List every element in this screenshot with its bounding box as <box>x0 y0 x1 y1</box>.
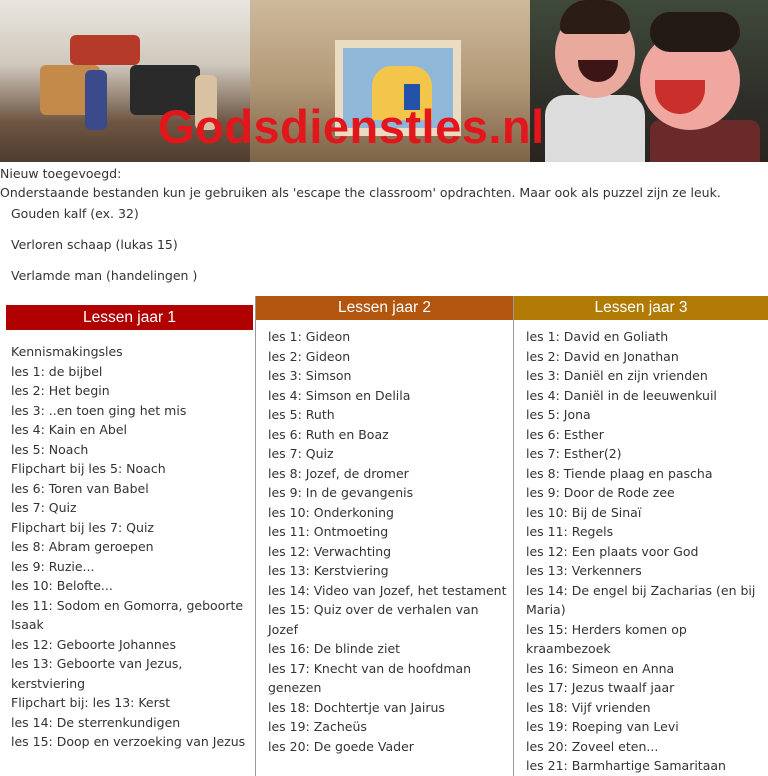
lesson-link[interactable]: les 21: Barmhartige Samaritaan <box>526 758 726 773</box>
lesson-link[interactable]: les 10: Belofte... <box>11 578 113 593</box>
lesson-link[interactable]: les 10: Onderkoning <box>268 504 394 520</box>
lesson-link[interactable]: les 20: De goede Vader <box>268 738 414 754</box>
lesson-link[interactable]: les 5: Jona <box>526 407 591 422</box>
lesson-link[interactable]: les 15: Doop en verzoeking van Jezus <box>11 734 246 749</box>
lesson-link[interactable]: les 4: Simson en Delila <box>268 387 411 403</box>
lesson-link[interactable]: les 14: De engel bij Zacharias (en bij Maria) <box>526 582 756 617</box>
lesson-link[interactable]: les 19: Zacheüs <box>268 719 367 734</box>
lesson-link[interactable]: les 17: Jezus twaalf jaar <box>526 680 675 695</box>
link-verloren-schaap[interactable]: Verloren schaap (lukas 15) <box>11 237 178 252</box>
lesson-link[interactable]: les 2: Gideon <box>268 348 351 364</box>
link-gouden-kalf[interactable]: Gouden kalf (ex. 32) <box>11 206 139 221</box>
escape-links <box>0 204 768 297</box>
header-banner <box>0 0 768 162</box>
lesson-link[interactable]: les 7: Esther(2) <box>526 446 622 461</box>
lessons-columns <box>0 296 768 776</box>
lesson-link[interactable]: les 13: Kerstviering <box>268 563 389 578</box>
puppet-right-hair <box>650 12 740 52</box>
column-year-1 <box>6 296 253 776</box>
lesson-link[interactable]: les 13: Geboorte van Jezus, kerstviering <box>11 656 183 691</box>
lesson-link[interactable]: les 8: Tiende plaag en pascha <box>526 465 713 481</box>
lesson-link[interactable]: les 17: Knecht van de hoofdman genezen <box>268 660 472 695</box>
lesson-link[interactable]: les 14: De sterrenkundigen <box>11 714 181 730</box>
lesson-link[interactable]: les 6: Esther <box>526 426 604 442</box>
lesson-link[interactable]: les 18: Vijf vrienden <box>526 699 651 715</box>
lesson-list <box>514 320 768 776</box>
lesson-link[interactable]: les 16: Simeon en Anna <box>526 660 675 676</box>
link-verlamde-man[interactable]: Verlamde man (handelingen ) <box>11 268 198 283</box>
lesson-link[interactable]: les 2: David en Jonathan <box>526 348 679 364</box>
lesson-link[interactable]: les 4: Kain en Abel <box>11 422 128 437</box>
lesson-link[interactable]: les 3: ..en toen ging het mis <box>11 402 187 418</box>
lesson-link[interactable]: les 8: Jozef, de dromer <box>268 465 409 481</box>
lesson-link[interactable]: les 2: Het begin <box>11 383 110 398</box>
lesson-link[interactable]: les 1: David en Goliath <box>526 329 669 344</box>
lesson-link[interactable]: Kennismakingsles <box>11 344 123 359</box>
lesson-link[interactable]: les 3: Simson <box>268 368 352 383</box>
lesson-link[interactable]: les 11: Regels <box>526 524 614 539</box>
lesson-link[interactable]: les 3: Daniël en zijn vrienden <box>526 368 708 383</box>
lesson-link[interactable]: les 10: Bij de Sinaï <box>526 504 642 520</box>
lesson-link[interactable]: les 5: Ruth <box>268 407 335 422</box>
lesson-link[interactable]: les 16: De blinde ziet <box>268 641 401 656</box>
lesson-link[interactable]: les 9: In de gevangenis <box>268 485 414 500</box>
lesson-link[interactable]: les 12: Een plaats voor God <box>526 543 699 559</box>
column-header: Lessen jaar 1 <box>6 305 253 330</box>
column-year-2 <box>255 296 514 776</box>
lesson-list <box>6 330 253 752</box>
lesson-link[interactable]: les 11: Sodom en Gomorra, geboorte Isaak <box>11 597 244 632</box>
site-title[interactable]: Godsdienstles.nl <box>158 100 545 153</box>
lesson-link[interactable]: les 9: Door de Rode zee <box>526 485 675 500</box>
puppet-left-hair <box>560 0 630 34</box>
lesson-link[interactable]: les 9: Ruzie... <box>11 558 95 574</box>
lesson-link[interactable]: les 19: Roeping van Levi <box>526 719 679 734</box>
lesson-link[interactable]: Flipchart bij: les 13: Kerst <box>11 695 171 710</box>
lesson-link[interactable]: les 7: Quiz <box>268 446 334 461</box>
lesson-link[interactable]: les 20: Zoveel eten... <box>526 738 659 754</box>
lesson-link[interactable]: les 13: Verkenners <box>526 563 642 578</box>
lesson-link[interactable]: les 4: Daniël in de leeuwenkuil <box>526 387 717 403</box>
lesson-link[interactable]: Flipchart bij les 7: Quiz <box>11 519 154 535</box>
column-header: Lessen jaar 3 <box>514 296 768 320</box>
lesson-link[interactable]: les 14: Video van Jozef, het testament <box>268 582 507 598</box>
lesson-link[interactable]: les 15: Quiz over de verhalen van Jozef <box>268 602 479 637</box>
lesson-link[interactable]: les 8: Abram geroepen <box>11 539 154 554</box>
lesson-link[interactable]: les 11: Ontmoeting <box>268 524 389 539</box>
intro-section <box>0 162 768 297</box>
lesson-link[interactable]: les 6: Toren van Babel <box>11 480 149 496</box>
intro-description: Onderstaande bestanden kun je gebruiken als 'escape the classroom' opdrachten. Maar ook als puzzel zijn ze leuk. <box>0 185 721 200</box>
lesson-link[interactable]: les 1: Gideon <box>268 329 351 344</box>
lesson-link[interactable]: les 18: Dochtertje van Jairus <box>268 699 445 715</box>
column-year-3 <box>514 296 768 776</box>
lesson-link[interactable]: les 5: Noach <box>11 441 89 457</box>
lesson-link[interactable]: les 7: Quiz <box>11 500 77 515</box>
lesson-link[interactable]: les 6: Ruth en Boaz <box>268 426 389 442</box>
lesson-list <box>256 320 513 756</box>
lesson-link[interactable]: les 12: Geboorte Johannes <box>11 636 177 652</box>
lesson-link[interactable]: les 15: Herders komen op kraambezoek <box>526 621 687 656</box>
puppet-left-body <box>545 95 645 162</box>
lesson-link[interactable]: Flipchart bij les 5: Noach <box>11 461 166 476</box>
column-header: Lessen jaar 2 <box>256 296 513 320</box>
lesson-link[interactable]: les 12: Verwachting <box>268 543 392 559</box>
lesson-link[interactable]: les 1: de bijbel <box>11 363 103 379</box>
new-added-label: Nieuw toegevoegd: <box>0 166 122 181</box>
